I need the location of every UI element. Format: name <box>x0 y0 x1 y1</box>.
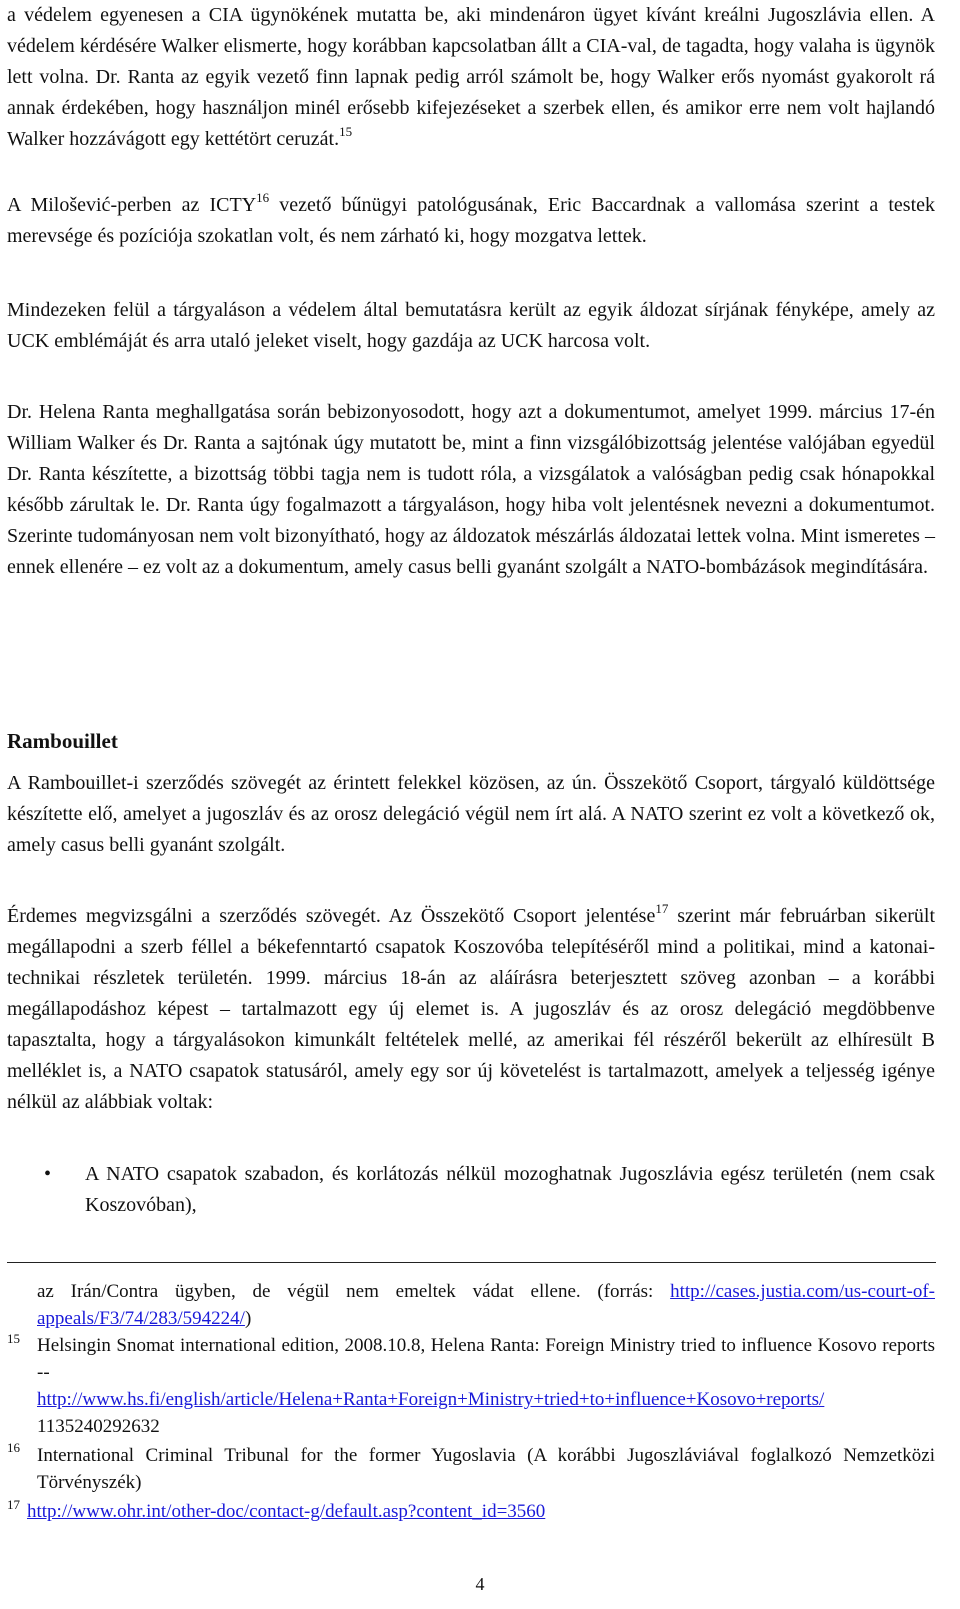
footnote-number-16: 16 <box>7 1440 20 1455</box>
footnote-ref-17[interactable]: 17 <box>655 901 669 916</box>
footnote-text: az Irán/Contra ügyben, de végül nem emeltek vádat ellene. (forrás: <box>37 1281 671 1302</box>
paragraph-rambouillet-intro <box>7 768 935 861</box>
bullet-item-nato-movement: A NATO csapatok szabadon, és korlátozás nélkül mozoghatnak Jugoszlávia egész területén (nem csak Koszovóban), <box>85 1163 935 1216</box>
paragraph-ranta-hearing <box>7 397 935 583</box>
footnote-link-justia[interactable]: http://cases.justia.com/us-court-of-appeals/F3/74/283/594224/ <box>37 1281 935 1329</box>
footnote-16: International Criminal Tribunal for the former Yugoslavia (A korábbi Jugoszláviával foglalkozó Nemzetközi Törvényszék) <box>37 1445 935 1493</box>
paragraph-text: szerint már februárban sikerült megállapodni a szerb féllel a békefenntartó csapatok Koszovóba telepítéséről mind a politikai, mind a katonai-technikai részletek területén. 1999. március 18-án az aláírásra beterjesztett szöveg azonban – a korábbi megállapodáshoz képest – tartalmazott egy új elemet is. A jugoszláv és az orosz delegáció megdöbbenve tapasztalta, hogy a tárgyalásokon kimunkált feltételek mellé, az amerikai fél részéről bekerült az elhíresült B melléklet is, a NATO csapatok statusáról, amely egy sor új követelést is tartalmazott, amelyek a teljesség igénye nélkül az alábbiak voltak: <box>7 905 936 1113</box>
paragraph-text: vezető bűnügyi patológusának, Eric Baccardnak a vallomása szerint a testek merevsége és pozíciója szokatlan volt, és nem zárható ki, hogy mozgatva lettek. <box>7 194 936 247</box>
paragraph-contact-group-report <box>7 901 935 1118</box>
bullet-marker: • <box>44 1163 52 1185</box>
paragraph-milosevic-trial <box>7 190 935 252</box>
footnote-link-ohr[interactable]: http://www.ohr.int/other-doc/contact-g/default.asp?content_id=3560 <box>27 1501 546 1522</box>
paragraph-walker-cia <box>7 0 935 155</box>
footnote-separator <box>7 1262 936 1263</box>
footnote-link-hs[interactable]: http://www.hs.fi/english/article/Helena+Ranta+Foreign+Ministry+tried+to+influence+Kosovo+reports/ <box>37 1389 825 1410</box>
footnote-text: 1135240292632 <box>37 1416 160 1437</box>
paragraph-text: Érdemes megvizsgálni a szerződés szövegét. Az Összekötő Csoport jelentése <box>7 905 656 927</box>
footnote-text: Helsingin Snomat international edition, 2008.10.8, Helena Ranta: Foreign Ministry tried to influence Kosovo reports -- <box>37 1335 935 1383</box>
paragraph-text: Dr. Helena Ranta meghallgatása során bebizonyosodott, hogy azt a dokumentumot, amelyet 1999. március 17-én William Walker és Dr. Ranta a sajtónak úgy mutatott be, mint a finn vizsgálóbizottság jelentése valójában egyedül Dr. Ranta készítette, a bizottság többi tagja nem is tudott róla, a vizsgálatok a valóságban pedig csak hónapokkal később zárultak le. Dr. Ranta úgy fogalmazott a tárgyaláson, hogy hiba volt jelentésnek nevezni a dokumentumot. Szerinte tudományosan nem volt bizonyítható, hogy az áldozatok mészárlás áldozatai lettek volna. Mint ismeretes – ennek ellenére – ez volt az a dokumentum, amely casus belli gyanánt szolgált a NATO-bombázások megindítására. <box>7 401 935 578</box>
footnote-text: ) <box>244 1308 252 1329</box>
paragraph-text: a védelem egyenesen a CIA ügynökének mutatta be, aki mindenáron ügyet kívánt kreálni Jugoszlávia ellen. A védelem kérdésére Walker elismerte, hogy korábban kapcsolatban állt a CIA-val, de tagadta, hogy valaha is ügynök lett volna. Dr. Ranta az egyik vezető finn lapnak pedig arról számolt be, hogy Walker erős nyomást gyakorolt rá annak érdekében, hogy használjon minél erősebb kifejezéseket a szerbek ellen, és amikor erre nem volt hajlandó Walker hozzávágott egy kettétört ceruzát. <box>7 4 935 150</box>
footnote-15 <box>37 1332 935 1440</box>
footnote-ref-16[interactable]: 16 <box>256 190 270 205</box>
section-heading-rambouillet: Rambouillet <box>7 729 118 753</box>
page-number: 4 <box>475 1574 485 1594</box>
paragraph-grave-photo <box>7 295 935 357</box>
paragraph-text: A Rambouillet-i szerződés szövegét az érintett felekkel közösen, az ún. Összekötő Csoport, tárgyaló küldöttsége készítette elő, amelyet a jugoszláv és az orosz delegáció végül nem írt alá. A NATO szerint ez volt a következő ok, amely casus belli gyanánt szolgált. <box>7 772 935 856</box>
paragraph-text: A Milošević-perben az ICTY <box>7 194 257 216</box>
footnote-17 <box>27 1498 925 1525</box>
footnote-ref-15[interactable]: 15 <box>339 124 353 139</box>
footnote-continuation <box>37 1278 935 1332</box>
paragraph-text: Mindezeken felül a tárgyaláson a védelem által bemutatásra került az egyik áldozat sírjának fényképe, amely az UCK emblémáját és arra utaló jeleket viselt, hogy gazdája az UCK harcosa volt. <box>7 299 935 352</box>
footnote-number-17: 17 <box>7 1497 20 1512</box>
footnote-number-15: 15 <box>7 1331 20 1346</box>
